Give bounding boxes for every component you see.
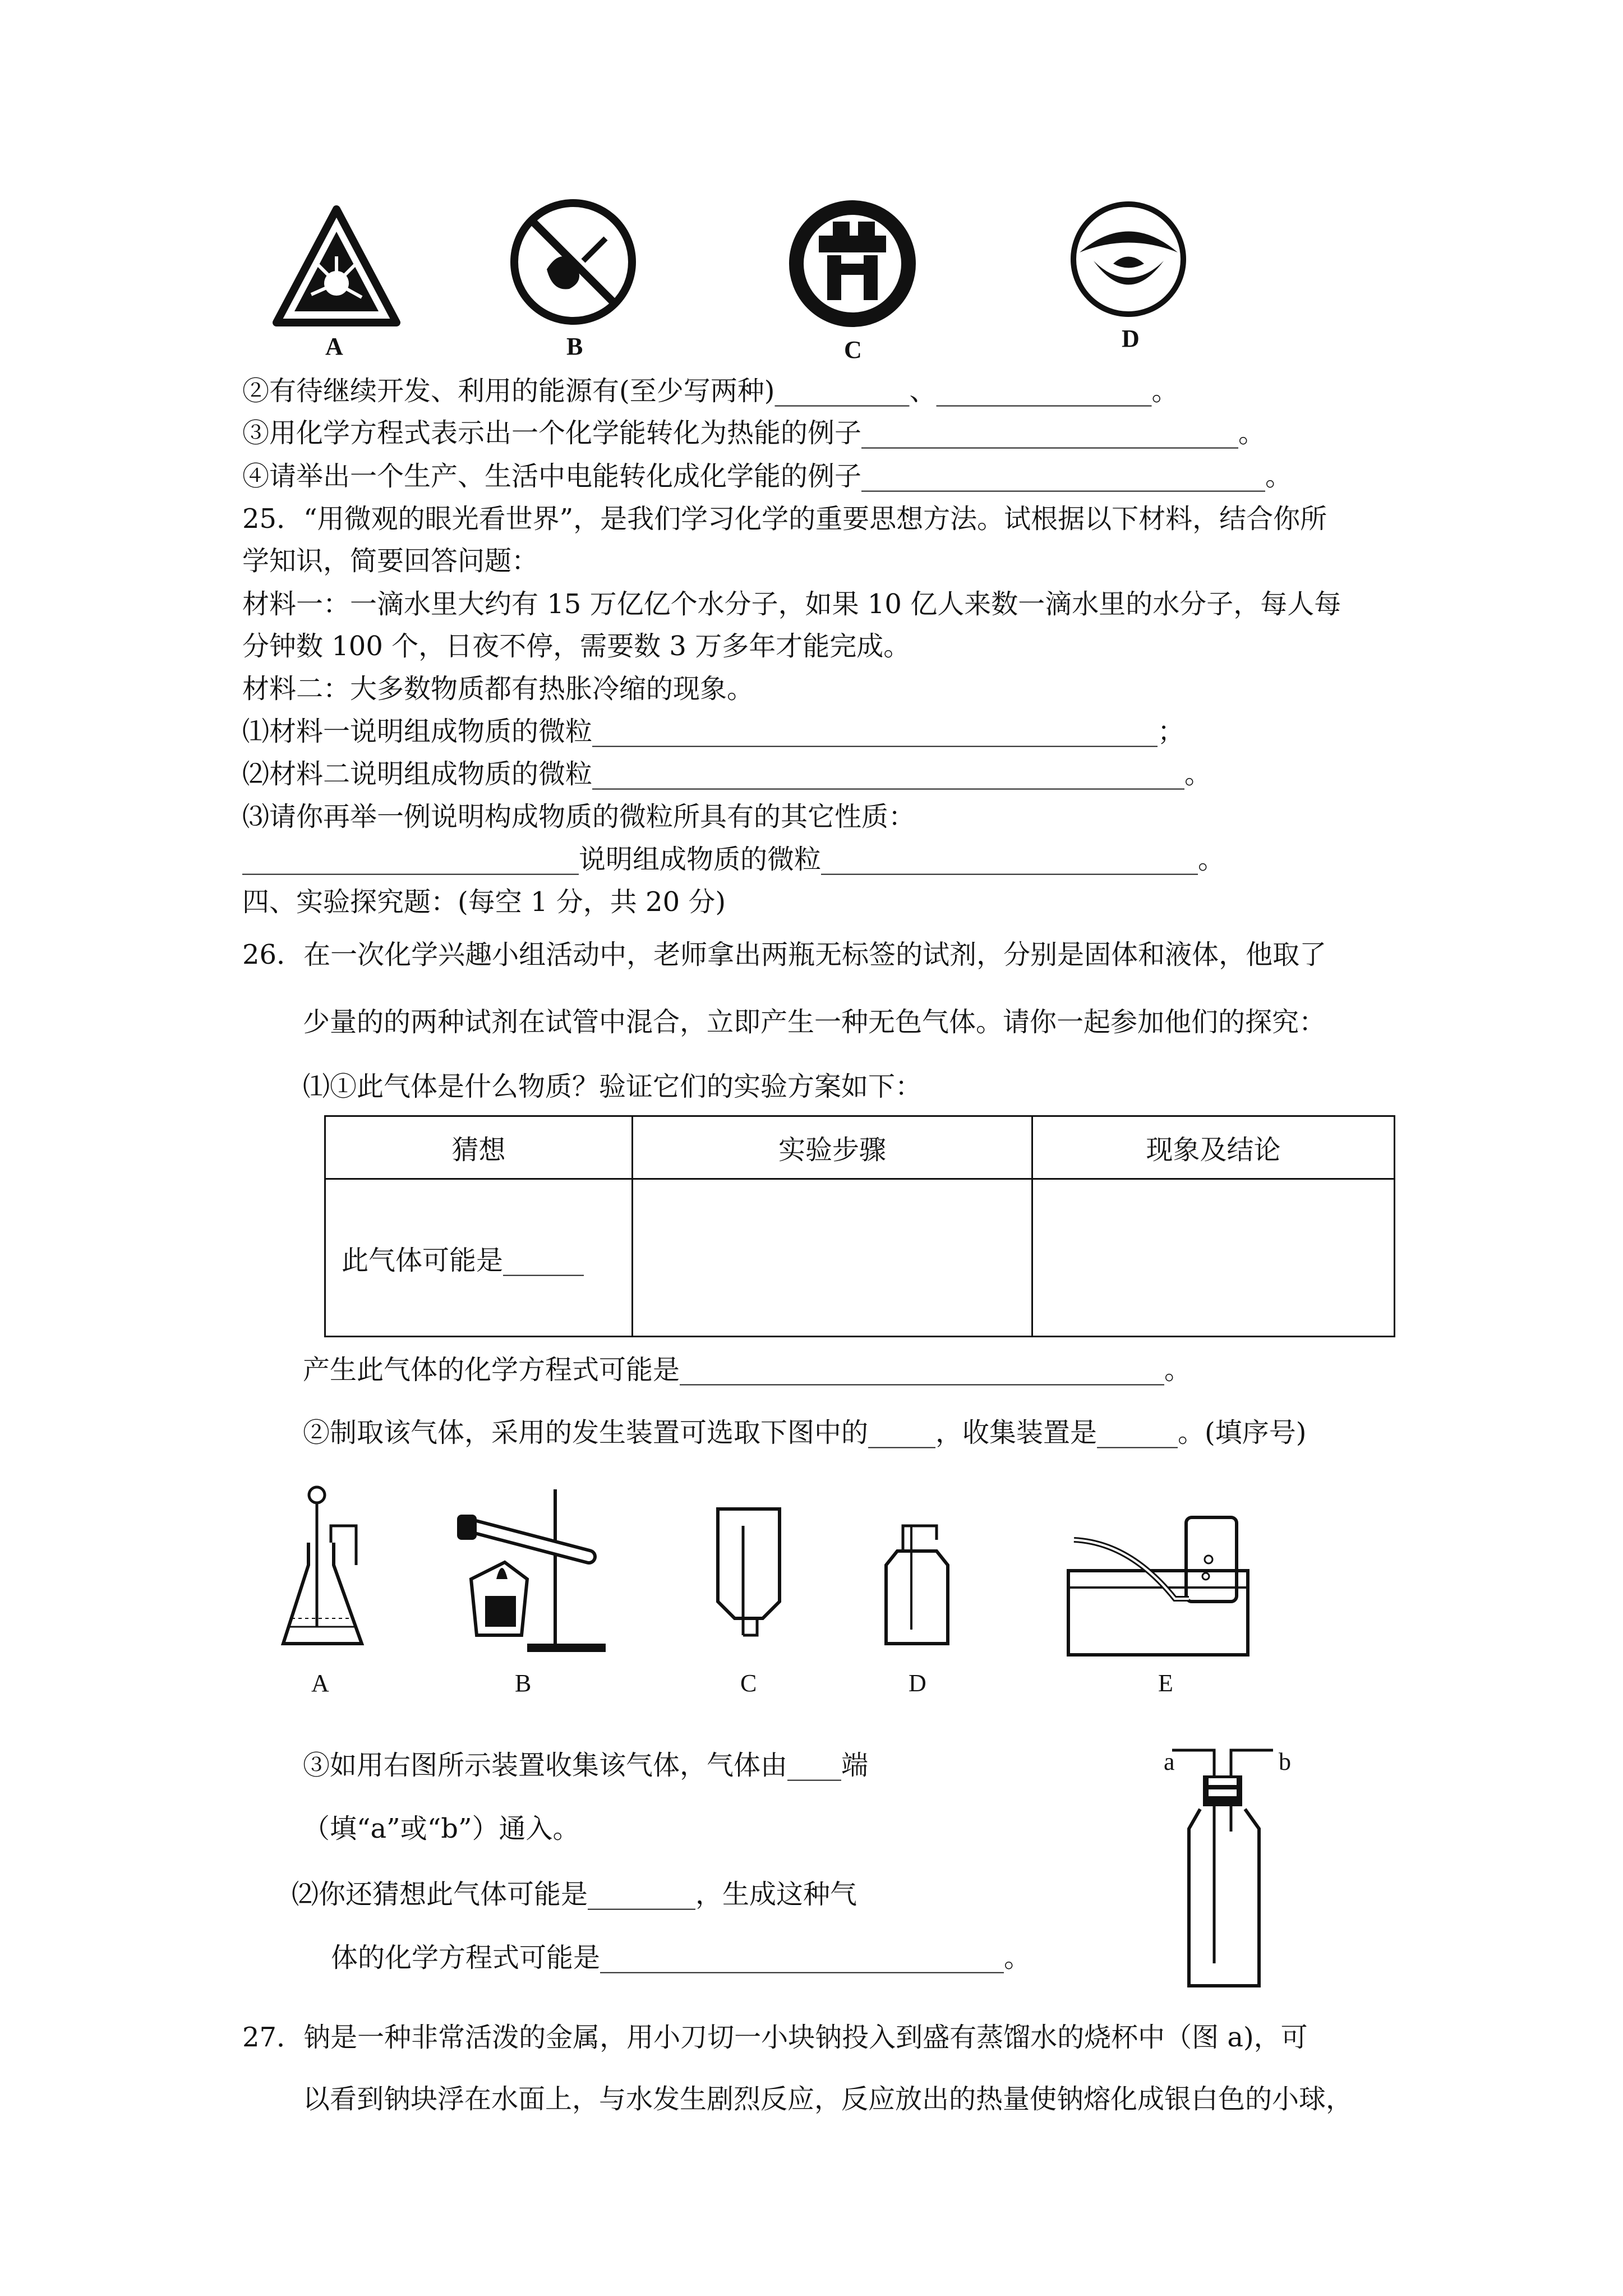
table-cell-guess: 此气体可能是______ (325, 1179, 633, 1337)
apparatus-d-gas-bottle (878, 1515, 956, 1649)
question-26-line-2: 少量的的两种试剂在试管中混合，立即产生一种无色气体。请你一起参加他们的探究： (303, 1006, 1326, 1038)
energy-question-4: ④请举出一个生产、生活中电能转化成化学能的例子______________________________。 (242, 461, 1293, 492)
table-header-steps: 实验步骤 (633, 1116, 1032, 1179)
no-smoking-icon (508, 196, 639, 328)
water-saving-icon (785, 196, 920, 331)
question-26-part-1: ⑴①此气体是什么物质？验证它们的实验方案如下： (303, 1071, 923, 1102)
apparatus-b-label: B (515, 1669, 532, 1697)
sign-d-label: D (1122, 325, 1140, 352)
sign-b-label: B (566, 333, 583, 360)
experiment-table (324, 1115, 1395, 1337)
apparatus-a-label: A (311, 1669, 329, 1697)
table-cell-result (1032, 1179, 1395, 1337)
material-1-line-1: 材料一：一滴水里大约有 15 万亿亿个水分子，如果 10 亿人来数一滴水里的水分子，每人每 (242, 588, 1341, 620)
question-25-part-3: ⑶请你再举一例说明构成物质的微粒所具有的其它性质： (242, 801, 916, 832)
question-25-title: 25．“用微观的眼光看世界”，是我们学习化学的重要思想方法。试根据以下材料，结合你所 (242, 503, 1327, 535)
question-27-line-1: 27．钠是一种非常活泼的金属，用小刀切一小块钠投入到盛有蒸馏水的烧杯中（图 a)，可 (242, 2022, 1308, 2053)
question-26-part-2-equation: 体的化学方程式可能是______________________________。 (331, 1942, 1031, 1973)
apparatus-d-label: D (909, 1669, 926, 1697)
equation-line: 产生此气体的化学方程式可能是____________________________________。 (303, 1354, 1192, 1386)
question-27-line-2: 以看到钠块浮在水面上，与水发生剧烈反应，反应放出的热量使钠熔化成银白色的小球， (303, 2083, 1353, 2115)
question-25-part-1: ⑴材料一说明组成物质的微粒__________________________________________； (242, 716, 1185, 747)
explosive-warning-icon (272, 205, 401, 328)
question-25-part-2: ⑵材料二说明组成物质的微粒____________________________________________。 (242, 758, 1212, 790)
table-header-result: 现象及结论 (1032, 1116, 1395, 1179)
question-26-apparatus: ②制取该气体，采用的发生装置可选取下图中的_____，收集装置是______。(填序号) (303, 1417, 1307, 1448)
green-food-icon (1068, 199, 1189, 320)
sign-c-label: C (844, 336, 862, 364)
apparatus-a-flask (278, 1481, 373, 1655)
energy-question-2: ②有待继续开发、利用的能源有(至少写两种)__________、________________。 (242, 375, 1179, 407)
table-cell-steps (633, 1179, 1032, 1337)
apparatus-e-label: E (1158, 1669, 1173, 1697)
question-26-part-3: ③如用右图所示装置收集该气体，气体由____端 (303, 1750, 869, 1781)
energy-question-3: ③用化学方程式表示出一个化学能转化为热能的例子____________________________。 (242, 417, 1266, 449)
question-26-part-2-guess: ⑵你还猜想此气体可能是________，生成这种气 (292, 1879, 857, 1910)
material-2: 材料二：大多数物质都有热胀冷缩的现象。 (242, 673, 754, 705)
question-25-title-cont: 学知识，简要回答问题： (242, 545, 539, 577)
apparatus-e-water-trough (1063, 1509, 1253, 1666)
apparatus-b-heating (443, 1489, 611, 1658)
gas-collection-bottle (1155, 1733, 1290, 1991)
bottle-end-a-label: a (1164, 1748, 1175, 1775)
sign-a-label: A (325, 333, 343, 360)
question-26-line-1: 26．在一次化学兴趣小组活动中，老师拿出两瓶无标签的试剂，分别是固体和液体，他取了 (242, 939, 1327, 970)
question-26-part-3-cont: （填“a”或“b”）通入。 (303, 1813, 580, 1844)
table-header-guess: 猜想 (325, 1116, 633, 1179)
apparatus-c-inverted-bottle (712, 1503, 785, 1660)
bottle-end-b-label: b (1279, 1748, 1291, 1775)
material-1-line-2: 分钟数 100 个，日夜不停，需要数 3 万多年才能完成。 (242, 631, 911, 662)
apparatus-c-label: C (740, 1669, 757, 1697)
section-4-heading: 四、实验探究题：(每空 1 分，共 20 分) (242, 886, 726, 918)
question-25-part-3-blank: _________________________说明组成物质的微粒____________________________。 (242, 844, 1225, 875)
